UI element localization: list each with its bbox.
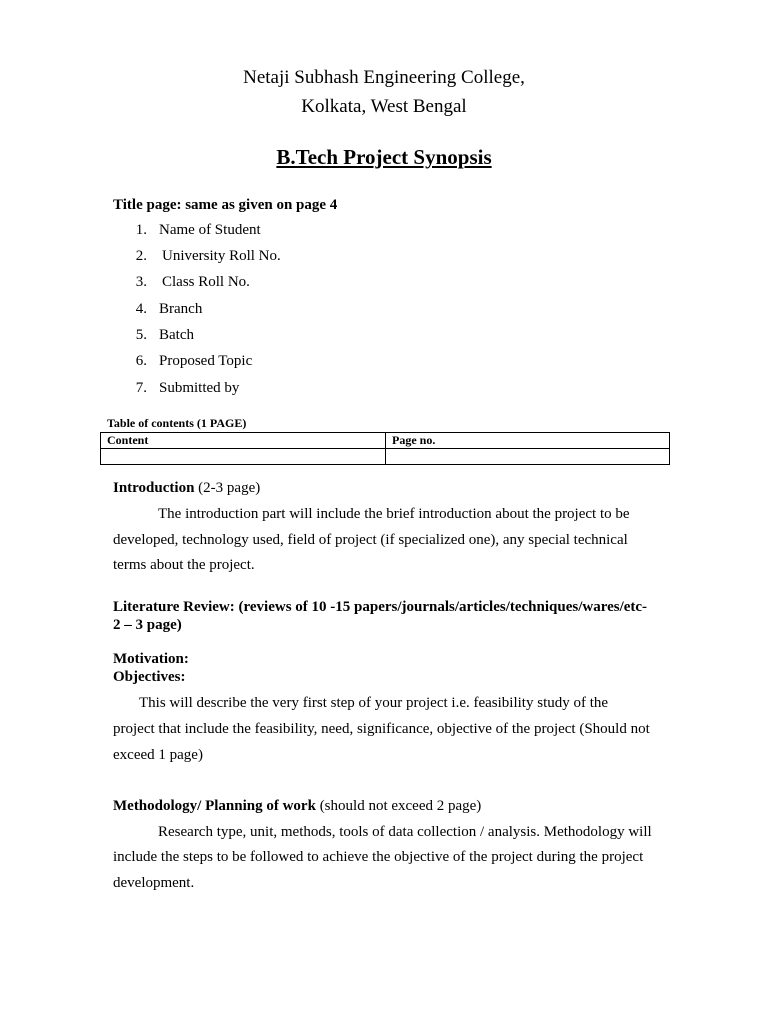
toc-heading: Table of contents (1 PAGE) <box>107 416 247 430</box>
introduction-line: developed, technology used, field of project (if specialized one), any special technical <box>113 532 628 548</box>
list-item-text: University Roll No. <box>162 248 281 264</box>
list-item-text: Branch <box>159 301 203 317</box>
objectives-heading: Objectives: <box>113 669 186 685</box>
introduction-heading-line <box>113 480 260 497</box>
college-location: Kolkata, West Bengal <box>301 96 467 117</box>
introduction-heading: Introduction <box>113 480 195 496</box>
list-item-number: 1. <box>135 222 147 238</box>
introduction-line: terms about the project. <box>113 557 255 573</box>
motivation-heading: Motivation: <box>113 651 189 667</box>
college-name: Netaji Subhash Engineering College, <box>243 67 525 88</box>
list-item-number: 7. <box>135 380 147 396</box>
list-item-text: Name of Student <box>159 222 261 238</box>
methodology-heading-line <box>113 798 481 815</box>
methodology-line: Research type, unit, methods, tools of data collection / analysis. Methodology will <box>158 824 652 840</box>
objectives-line: project that include the feasibility, need, significance, objective of the project (Should not <box>113 721 650 737</box>
methodology-heading: Methodology/ Planning of work <box>113 798 316 814</box>
list-item-text: Proposed Topic <box>159 353 253 369</box>
title-page-heading: Title page: same as given on page 4 <box>113 197 338 213</box>
list-item-number: 3. <box>135 274 147 290</box>
list-item-text: Submitted by <box>159 380 240 396</box>
objectives-line: This will describe the very first step of your project i.e. feasibility study of the <box>139 695 609 711</box>
toc-page-header: Page no. <box>386 433 670 449</box>
objectives-line: exceed 1 page) <box>113 747 203 763</box>
toc-cell <box>101 449 386 465</box>
literature-heading-cont: 2 – 3 page) <box>113 617 182 633</box>
methodology-note: (should not exceed 2 page) <box>319 798 482 814</box>
list-item-number: 2. <box>135 248 147 264</box>
list-item-text: Batch <box>159 327 194 343</box>
toc-content-header: Content <box>101 433 386 449</box>
toc-table <box>100 432 670 465</box>
literature-heading: Literature Review: (reviews of 10 -15 papers/journals/articles/techniques/wares/etc- <box>113 599 648 615</box>
introduction-line: The introduction part will include the brief introduction about the project to be <box>158 506 630 522</box>
page-title: B.Tech Project Synopsis <box>276 145 492 169</box>
toc-cell <box>386 449 670 465</box>
introduction-note: (2-3 page) <box>198 480 261 496</box>
list-item-text: Class Roll No. <box>162 274 250 290</box>
list-item-number: 6. <box>135 353 147 369</box>
table-row <box>101 449 670 465</box>
methodology-line: include the steps to be followed to achieve the objective of the project during the project <box>113 849 644 865</box>
list-item-number: 5. <box>135 327 147 343</box>
table-header-row <box>101 433 670 449</box>
methodology-line: development. <box>113 875 195 891</box>
list-item-number: 4. <box>135 301 147 317</box>
